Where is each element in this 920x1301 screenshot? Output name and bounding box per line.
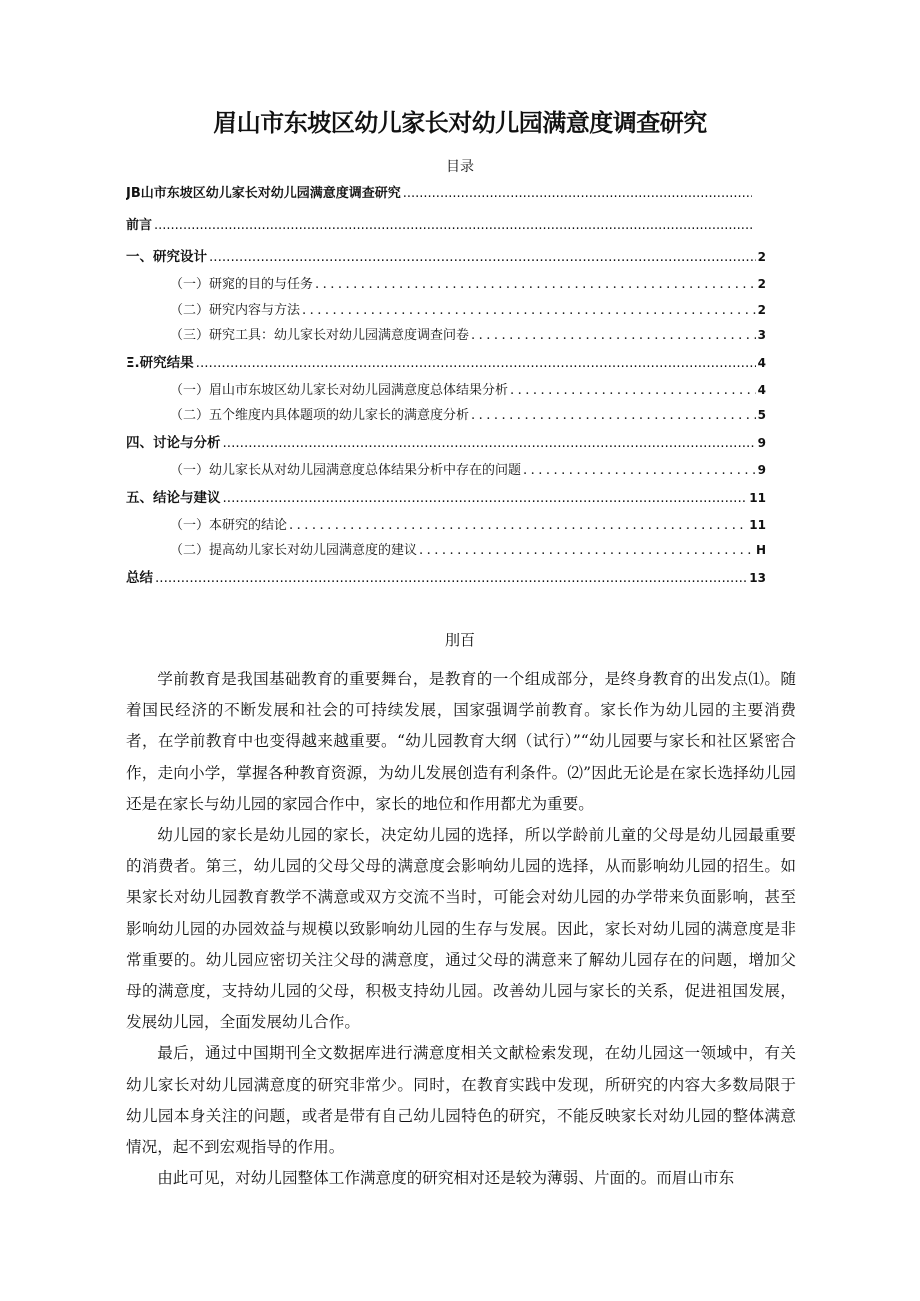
body-text bbox=[126, 664, 796, 1194]
toc-entry[interactable] bbox=[126, 488, 766, 508]
toc-page-number: 11 bbox=[749, 518, 766, 532]
toc-leader-dots bbox=[510, 381, 756, 400]
toc-leader-dots bbox=[471, 406, 756, 425]
toc-entry-label: 总结 bbox=[126, 570, 153, 586]
toc-entry[interactable] bbox=[170, 460, 766, 480]
paragraph: 由此可见，对幼儿园整体工作满意度的研究相对还是较为薄弱、片面的。而眉山市东 bbox=[157, 1169, 735, 1188]
toc-entry-label: （二）五个维度内具体题项的幼儿家长的满意度分析 bbox=[170, 408, 470, 423]
toc-page-number: 13 bbox=[749, 571, 766, 585]
toc-entry-label: （二）提高幼儿家长对幼儿园满意度的建议 bbox=[170, 543, 418, 558]
paragraph: 学前教育是我国基础教育的重要舞台，是教育的一个组成部分，是终身教育的出发点⑴。随着国民经济的不断发展和社会的可持续发展，国家强调学前教育。家长作为幼儿园的主要消费者，在学前教育中也变得越来越重要。“幼儿园教育大纲（试行）”“幼儿园要与家长和社区紧密合作，走向小学，掌握各种教育资源，为幼儿发展创造有利条件。⑵”因此无论是在家长选择幼儿园还是在家长与幼儿园的家园合作中，家长的地位和作用都尤为重要。 bbox=[126, 670, 796, 813]
toc-page-number: 2 bbox=[757, 277, 766, 291]
toc-entry-label: （一）眉山市东坡区幼儿家长对幼儿园满意度总体结果分析 bbox=[170, 383, 509, 398]
toc-entry-label: （一）幼儿家长从对幼儿园满意度总体结果分析中存在的问题 bbox=[170, 463, 522, 478]
section-heading: 刖百 bbox=[444, 631, 475, 649]
toc-entry[interactable] bbox=[126, 216, 754, 236]
toc-entry-label: 前言 bbox=[126, 218, 153, 233]
toc-leader-dots bbox=[154, 216, 752, 236]
toc-leader-dots bbox=[302, 301, 756, 320]
toc-page-number: 4 bbox=[757, 383, 766, 397]
toc-entry[interactable] bbox=[170, 405, 766, 425]
toc-page-number: 3 bbox=[757, 328, 766, 342]
toc-entry-label: （三）研究工具：幼儿家长对幼儿园满意度调查问卷 bbox=[170, 328, 470, 343]
toc-page-number: 2 bbox=[757, 250, 766, 264]
toc-entry[interactable] bbox=[170, 274, 766, 294]
toc-entry-label: 四、讨论与分析 bbox=[126, 435, 221, 451]
toc-entry-label: 五、结论与建议 bbox=[126, 490, 221, 506]
toc-entry[interactable] bbox=[126, 568, 766, 588]
toc-leader-dots bbox=[155, 568, 747, 588]
toc-leader-dots bbox=[196, 353, 756, 373]
toc-page-number: 5 bbox=[757, 408, 766, 422]
document-title: 眉山市东坡区幼儿家长对幼儿园满意度调查研究 bbox=[213, 109, 707, 137]
toc-entry-label: Ξ.研究结果 bbox=[126, 355, 194, 371]
toc-leader-dots bbox=[523, 461, 756, 480]
toc-entry[interactable] bbox=[170, 300, 766, 320]
toc-entry[interactable] bbox=[170, 325, 766, 345]
toc-entry-label: 一、研究设计 bbox=[126, 249, 207, 265]
toc-heading: 目录 bbox=[446, 159, 474, 175]
paragraph: 幼儿园的家长是幼儿园的家长，决定幼儿园的选择，所以学龄前儿童的父母是幼儿园最重要的消费者。第三，幼儿园的父母父母的满意度会影响幼儿园的选择，从而影响幼儿园的招生。如果家长对幼儿园教育教学不满意或双方交流不当时，可能会对幼儿园的办学带来负面影响，甚至影响幼儿园的办园效益与规模以致影响幼儿园的生存与发展。因此，家长对幼儿园的满意度是非常重要的。幼儿园应密切关注父母的满意度，通过父母的满意来了解幼儿园存在的问题，增加父母的满意度，支持幼儿园的父母，积极支持幼儿园。改善幼儿园与家长的关系，促进祖国发展，发展幼儿园，全面发展幼儿合作。 bbox=[126, 826, 796, 1032]
toc-entry-label: （二）研究内容与方法 bbox=[170, 303, 301, 318]
toc-entry[interactable] bbox=[126, 184, 754, 204]
toc-page-number: 4 bbox=[757, 356, 766, 370]
paragraph: 最后，通过中国期刊全文数据库进行满意度相关文献检索发现，在幼儿园这一领域中，有关幼儿家长对幼儿园满意度的研究非常少。同时，在教育实践中发现，所研究的内容大多数局限于幼儿园本身关注的问题，或者是带有自己幼儿园特色的研究，不能反映家长对幼儿园的整体满意情况，起不到宏观指导的作用。 bbox=[126, 1044, 796, 1157]
toc-entry[interactable] bbox=[126, 433, 766, 453]
toc-page-number: 9 bbox=[757, 436, 766, 450]
toc-leader-dots bbox=[289, 516, 747, 535]
toc-leader-dots bbox=[419, 541, 754, 560]
toc-entry[interactable] bbox=[170, 540, 766, 560]
toc-leader-dots bbox=[223, 488, 748, 508]
toc-entry-label: （一）研窕的目的与任务 bbox=[170, 277, 314, 292]
toc-entry[interactable] bbox=[170, 515, 766, 535]
toc-page-number: 11 bbox=[749, 491, 766, 505]
toc-page-number: 9 bbox=[757, 463, 766, 477]
toc-leader-dots bbox=[315, 275, 756, 294]
toc-leader-dots bbox=[403, 184, 752, 204]
toc-page-number: H bbox=[755, 543, 766, 557]
toc-page-number: 2 bbox=[757, 303, 766, 317]
toc-leader-dots bbox=[223, 433, 756, 453]
toc-leader-dots bbox=[209, 247, 756, 267]
toc-entry-label: （一）本研究的结论 bbox=[170, 518, 288, 533]
toc-entry[interactable] bbox=[126, 247, 766, 267]
toc-entry-label: JB山市东坡区幼儿家长对幼儿园满意度调查研究 bbox=[126, 186, 401, 201]
toc-leader-dots bbox=[471, 326, 756, 345]
toc-entry[interactable] bbox=[170, 380, 766, 400]
toc-entry[interactable] bbox=[126, 353, 766, 373]
